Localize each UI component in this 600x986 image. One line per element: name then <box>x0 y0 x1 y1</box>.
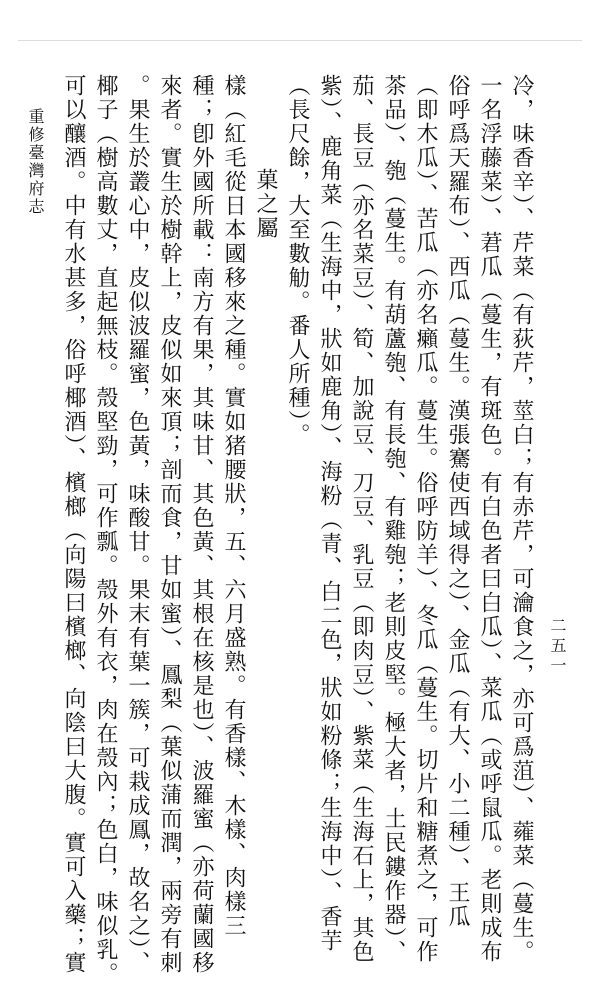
text-column: 一名浮藤菜）、莙瓜（蔓生，有斑色。有白色者曰白瓜）、菜瓜（或呼鼠瓜。老則成布 <box>477 74 502 964</box>
text-column: 紫）、鹿角菜（生海中，狀如鹿角）、海粉（青、白二色，狀如粉條；生海中）、香芋 <box>317 74 342 953</box>
text-column: 種；卽外國所載：南方有果，其味甘、其色黃、其根在核是也）、波羅蜜（亦荷蘭國移 <box>189 74 214 975</box>
text-column: （長尺餘，大至數觔。番人所種）。 <box>285 74 310 447</box>
text-column: 茄、長豆（亦名菜豆）、筍、加說豆、刀豆、乳豆（即肉豆）、紫菜（生海石上，其色 <box>349 74 374 964</box>
text-column: 椰子（樹高數丈，直起無枝。殼堅勁，可作瓢。殼外有衣，肉在殼內；色白，味似乳。 <box>93 74 118 986</box>
header-rule <box>18 40 582 41</box>
page-number: 二五一 <box>548 617 567 677</box>
text-column: 來者。實生於樹幹上，皮似如來頂；剖而食，甘如蜜）、鳳梨（葉似蒲而潤，兩旁有刺 <box>157 74 182 975</box>
text-column: （即木瓜）、苦瓜（亦名癩瓜。蔓生。俗呼防羊）、冬瓜（蔓生。切片和糖煮之，可作 <box>413 74 438 964</box>
running-title: 重修臺灣府志 <box>26 108 45 216</box>
text-column: 冷，味香辛）、芹菜（有荻芹，莖白；有赤芹，可瀹食之，亦可爲菹）、蕹菜（蔓生。 <box>509 74 534 964</box>
text-column: 可以釀酒。中有水甚多，俗呼椰酒）、檳榔（向陽曰檳榔、向陰曰大腹。實可入藥；實 <box>61 74 86 975</box>
text-column: 俗呼爲天羅布）、西瓜（蔓生。漢張騫使西域得之）、金瓜（有大、小二種）、王瓜 <box>445 74 470 929</box>
text-column: 樣（紅毛從日本國移來之種。實如猪腰狀，五、六月盛熟。有香樣、木樣、肉樣三 <box>221 74 246 938</box>
text-column: 茶品）、匏（蔓生。有葫蘆匏、有長匏、有雞匏；老則皮堅。極大者，土民鏤作器）、 <box>381 74 406 964</box>
text-column: 。果生於叢心中，皮似波羅蜜，色黃，味酸甘。果末有葉一簇，可栽成鳳，故名之）、 <box>125 74 150 975</box>
section-title: 菓之屬 <box>253 168 278 240</box>
text-body <box>61 60 538 986</box>
